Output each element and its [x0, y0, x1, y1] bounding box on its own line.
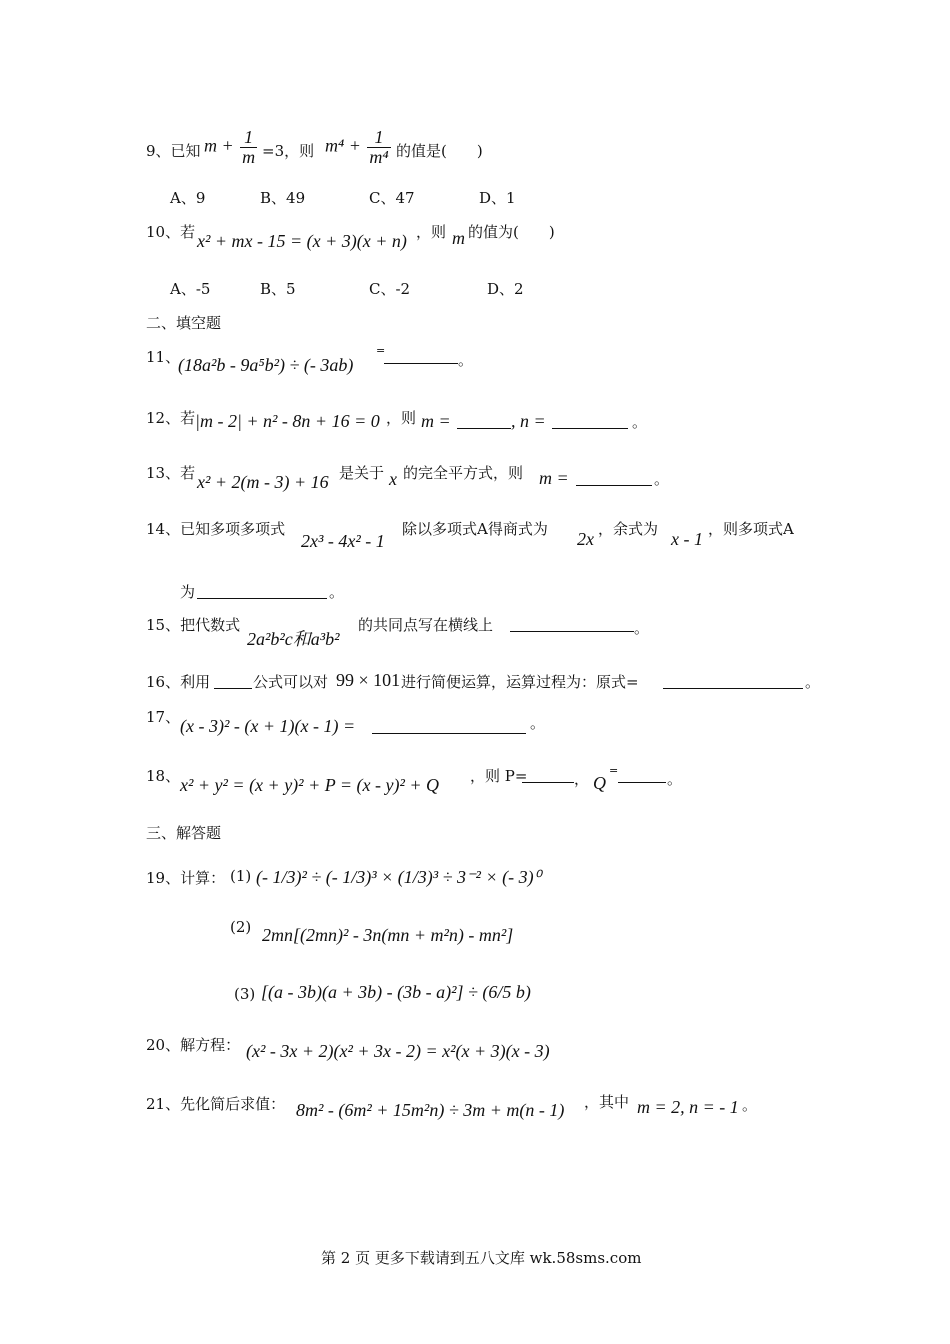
q16-expr: 99 × 101: [336, 670, 401, 690]
q21-number: 21、先化简后求值：: [146, 1095, 286, 1113]
q9-suffix: 的值是( ): [396, 142, 483, 160]
q13-number: 13、若: [146, 464, 196, 482]
q21-expr2: m = 2, n = - 1: [637, 1097, 739, 1117]
q12-expr: |m - 2| + n² - 8n + 16 = 0: [195, 411, 380, 431]
section-answer-heading: 三、解答题: [146, 824, 222, 842]
q21-mid: ，其中: [584, 1093, 630, 1111]
q18-eq: =: [609, 764, 619, 777]
q16-process-blank[interactable]: [663, 674, 803, 689]
q15-number: 15、把代数式: [146, 616, 241, 634]
q9-option-b: B、49: [260, 189, 306, 207]
q10-mid: ，则: [416, 223, 447, 241]
q9-math: [204, 128, 259, 167]
q14-number: 14、已知多项多项式: [146, 520, 286, 538]
q14-tail: ，则多项式A: [708, 520, 794, 538]
q14-end: 。: [329, 583, 345, 601]
q12-m-blank[interactable]: [457, 414, 511, 429]
q10-expr: x² + mx - 15 = (x + 3)(x + n): [197, 231, 407, 251]
q18-number: 18、: [146, 767, 181, 785]
q17-number: 17、: [146, 708, 181, 726]
q11-end: 。: [458, 351, 474, 369]
q18-end: 。: [667, 770, 683, 788]
q19-part3-label: (3): [234, 985, 256, 1003]
section-fill-in-heading: 二、填空题: [146, 314, 222, 332]
q12-end: 。: [632, 413, 648, 431]
q9-number: 9、: [146, 142, 171, 160]
q18-mid: ，则 P=: [470, 767, 528, 785]
q14-answer-blank[interactable]: [197, 584, 327, 599]
q10-var: m: [452, 228, 465, 248]
q10-option-c: C、-2: [369, 280, 411, 298]
q19-part1-expr: (- 1/3)² ÷ (- 1/3)³ × (1/3)³ ÷ 3⁻² × (- 3)⁰: [256, 867, 541, 887]
q16-number: 16、利用: [146, 673, 211, 691]
q9-prefix: 已知: [170, 142, 201, 160]
q9-option-a: A、9: [170, 189, 206, 207]
q19-part1-label: (1): [230, 867, 252, 885]
q9-expr1: m +: [204, 135, 234, 156]
q14-mid2: ，余式为: [598, 520, 659, 538]
q15-answer-blank[interactable]: [510, 617, 634, 632]
q14-expr3: x - 1: [671, 529, 703, 549]
q13-var: x: [389, 469, 397, 489]
q13-mid: 是关于: [339, 464, 385, 482]
page-footer: 第 2 页 更多下载请到五八文库 wk.58sms.com: [321, 1249, 642, 1267]
q19-part2-label: (2): [230, 918, 252, 936]
q15-mid: 的共同点写在横线上: [358, 616, 494, 634]
q18-q-blank[interactable]: [618, 768, 666, 783]
q16-mid2: 进行简便运算，运算过程为：原式=: [401, 673, 639, 691]
q18-sep: ，: [574, 770, 590, 788]
q16-mid: 公式可以对: [253, 673, 329, 691]
q14-mid: 除以多项式A得商式为: [402, 520, 548, 538]
q13-expr2: m =: [539, 468, 569, 488]
q15-expr: 2a²b²c和a³b²: [247, 629, 340, 649]
q13-end: 。: [654, 470, 670, 488]
q19-part3-expr: [(a - 3b)(a + 3b) - (3b - a)²] ÷ (6/5 b): [261, 982, 531, 1002]
q9-line: [146, 140, 201, 161]
q9-option-c: C、47: [369, 189, 415, 207]
q12-expr2: m =: [421, 411, 451, 431]
q12-n-blank[interactable]: [552, 414, 628, 429]
q9-expr3: m⁴ +: [325, 135, 361, 156]
q17-expr: (x - 3)² - (x + 1)(x - 1) =: [180, 716, 356, 736]
q19-part2-expr: 2mn[(2mn)² - 3n(mn + m²n) - mn²]: [262, 925, 514, 945]
q14-expr2: 2x: [577, 529, 594, 549]
q13-answer-blank[interactable]: [576, 471, 652, 486]
q12-number: 12、若: [146, 409, 196, 427]
q11-number: 11、: [146, 348, 181, 366]
q9-fraction-2: $\frac{1}{\text{m⁴}}$: [369, 127, 389, 167]
q21-end: 。: [742, 1096, 758, 1114]
q17-end: 。: [530, 714, 546, 732]
q12-mid: ，则: [386, 409, 417, 427]
q19-number: 19、计算：: [146, 869, 226, 887]
q16-formula-blank[interactable]: [214, 674, 252, 689]
q20-expr: (x² - 3x + 2)(x² + 3x - 2) = x²(x + 3)(x - 3): [246, 1041, 550, 1061]
q10-option-d: D、2: [487, 280, 524, 298]
q13-expr: x² + 2(m - 3) + 16: [197, 472, 329, 492]
q9-math-2: [325, 128, 393, 167]
q9-option-d: D、1: [479, 189, 516, 207]
q10-number: 10、若: [146, 223, 196, 241]
q14-line2: 为: [180, 583, 196, 601]
q10-suffix: 的值为( ): [468, 223, 555, 241]
q9-expr2: =3，则: [262, 142, 315, 160]
q11-answer-blank[interactable]: [384, 349, 458, 364]
q11-expr: (18a²b - 9a⁵b²) ÷ (- 3ab): [178, 355, 354, 375]
q13-mid2: 的完全平方式，则: [403, 464, 524, 482]
q18-p-blank[interactable]: [522, 768, 574, 783]
q11-eq: =: [376, 344, 386, 357]
q17-answer-blank[interactable]: [372, 719, 526, 734]
q20-number: 20、解方程：: [146, 1036, 241, 1054]
q18-expr: x² + y² = (x + y)² + P = (x - y)² + Q: [180, 775, 440, 795]
q18-var: Q: [593, 773, 606, 793]
q14-expr: 2x³ - 4x² - 1: [301, 531, 385, 551]
q12-sep: , n =: [511, 411, 546, 431]
q15-end: 。: [634, 619, 650, 637]
q16-end: 。: [805, 673, 821, 691]
q10-option-a: A、-5: [170, 280, 211, 298]
q10-option-b: B、5: [260, 280, 296, 298]
q9-fraction-1: $\frac{1}{m}$: [242, 127, 256, 167]
q21-expr: 8m² - (6m² + 15m²n) ÷ 3m + m(n - 1): [296, 1100, 565, 1120]
